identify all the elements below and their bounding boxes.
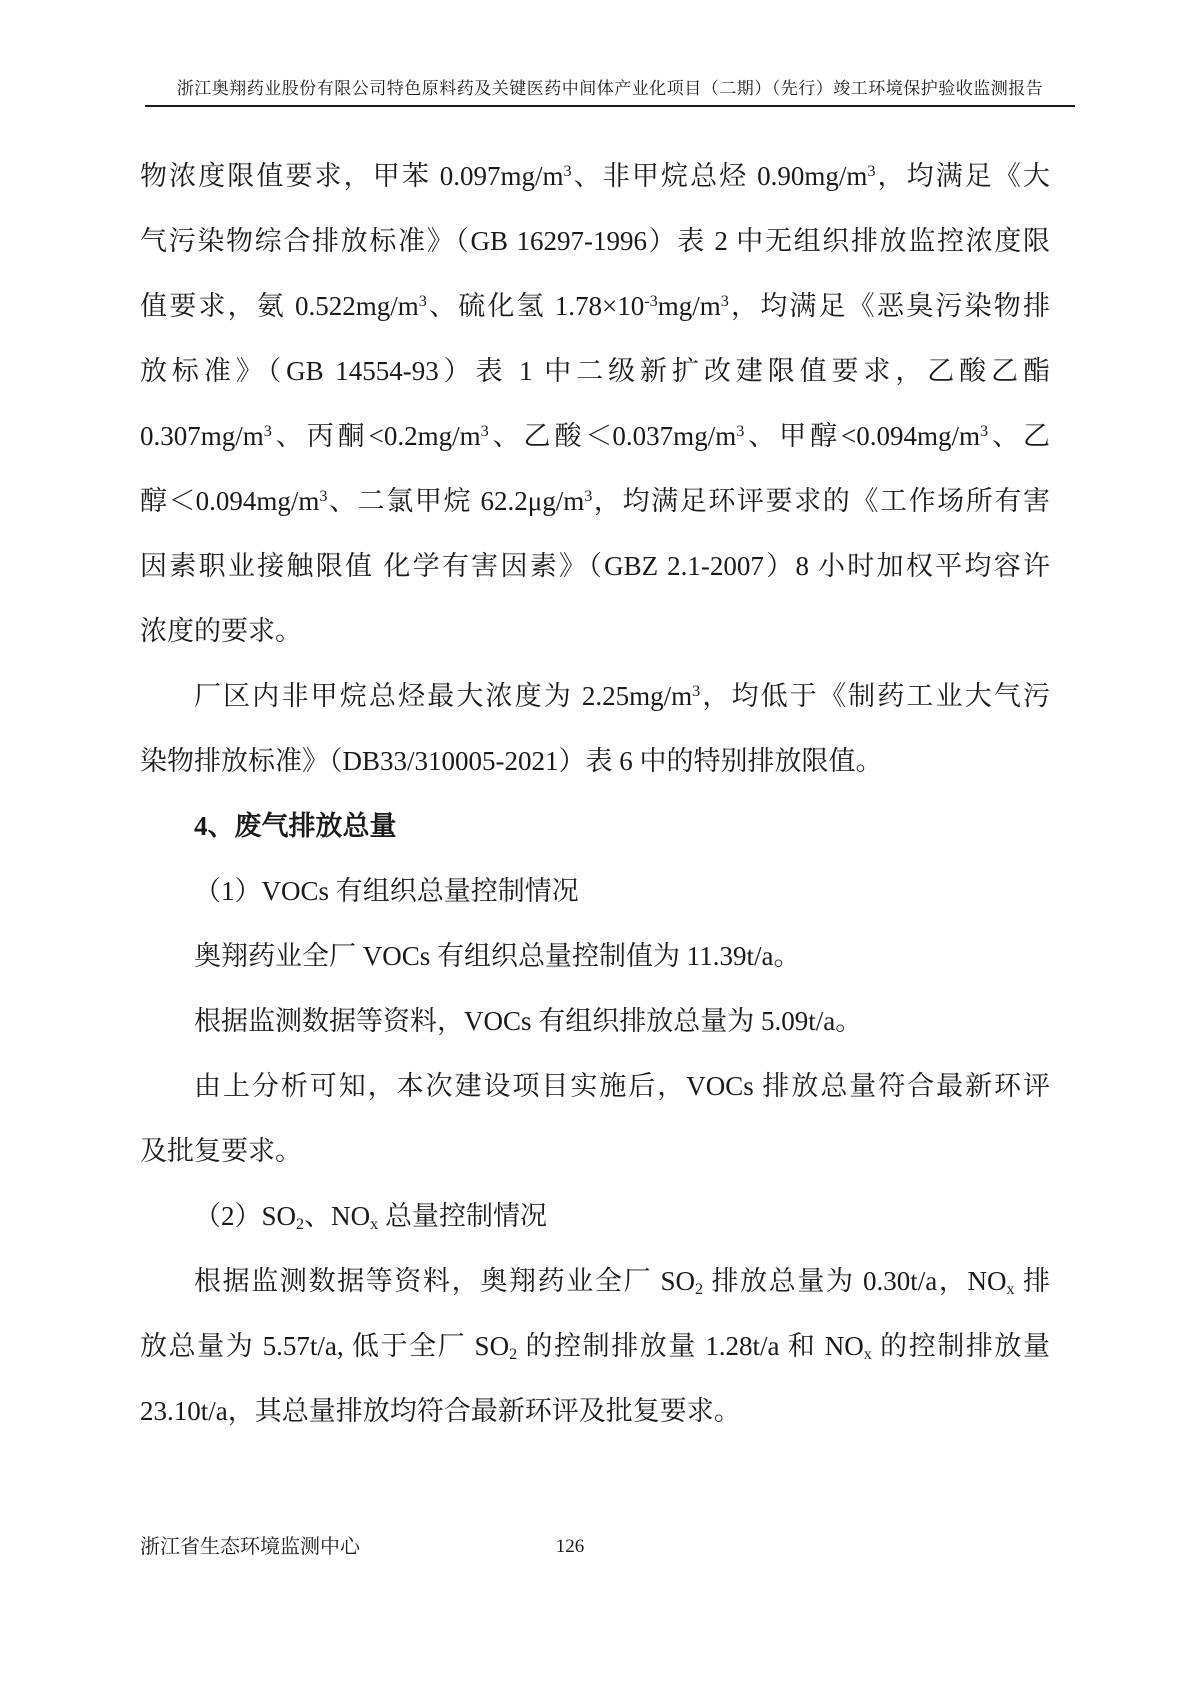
superscript: 3 <box>584 487 593 506</box>
subscript: 2 <box>296 1214 305 1233</box>
subscript: 2 <box>509 1344 518 1363</box>
text-line: 由上分析可知，本次建设项目实施后，VOCs 排放总量符合最新环评 <box>194 1071 1050 1101</box>
text-line: 根据监测数据等资料，奥翔药业全厂 $SO_2$ 排放总量为 0.30t/a，$NO_x$ 排 <box>194 1266 1051 1298</box>
text-line: 因素职业接触限值 化学有害因素》（GBZ 2.1-2007）8 小时加权平均容许 <box>140 551 1050 581</box>
page-footer <box>140 1532 1050 1562</box>
header-title: 浙江奥翔药业股份有限公司特色原料药及关键医药中间体产业化项目（二期）（先行）竣工环境保护验收监测报告 <box>176 79 1044 98</box>
superscript: 3 <box>867 162 876 181</box>
subscript: x <box>863 1344 872 1363</box>
text-line: 23.10t/a，其总量排放均符合最新环评及批复要求。 <box>140 1396 741 1426</box>
superscript: 3 <box>563 162 572 181</box>
text-line: 根据监测数据等资料，VOCs 有组织排放总量为 5.09t/a。 <box>194 1006 863 1036</box>
text-line: （1）VOCs 有组织总量控制情况 <box>194 876 579 906</box>
subscript: x <box>1006 1279 1015 1298</box>
text-line: 厂区内非甲烷总烃最大浓度为 $2.25mg/m^3$，均低于《制药工业大气污 <box>194 681 1050 711</box>
page-header <box>145 78 1075 107</box>
footer-organization: 浙江省生态环境监测中心 <box>140 1536 360 1558</box>
superscript: 3 <box>736 422 745 441</box>
text-line: 物浓度限值要求，甲苯 $0.097mg/m^3$、非甲烷总烃 $0.90mg/m^3$，均满足《大 <box>140 161 1050 191</box>
footer-page-number: 126 <box>555 1536 585 1557</box>
text-line: 染物排放标准》（DB33/310005-2021）表 6 中的特别排放限值。 <box>140 746 883 776</box>
superscript: 3 <box>319 487 328 506</box>
superscript: 3 <box>980 422 989 441</box>
text-line: 放总量为 5.57t/a, 低于全厂 $SO_2$ 的控制排放量 1.28t/a 和 $NO_x$ 的控制排放量 <box>140 1331 1050 1363</box>
text-line: 放标准》（GB 14554-93）表 1 中二级新扩改建限值要求，乙酸乙酯 <box>140 356 1050 386</box>
subscript: 2 <box>695 1279 704 1298</box>
superscript: 3 <box>263 422 272 441</box>
text-line: 气污染物综合排放标准》（GB 16297-1996）表 2 中无组织排放监控浓度限 <box>140 226 1050 256</box>
text-line: $(2)SO_2$、$NO_x$ 总量控制情况 <box>194 1201 547 1233</box>
superscript: 3 <box>692 682 701 701</box>
superscript: 3 <box>720 292 729 311</box>
superscript: -3 <box>644 292 658 311</box>
section-heading: 4、废气排放总量 <box>194 811 397 841</box>
text-line: 醇$<0.094mg/m^3$、二氯甲烷 $62.2\mu g/m^3$，均满足环评要求的《工作场所有害 <box>140 486 1051 516</box>
document-body <box>140 144 1050 1444</box>
text-line: 浓度的要求。 <box>140 616 302 646</box>
text-line: 及批复要求。 <box>140 1136 302 1166</box>
text-line: 奥翔药业全厂 VOCs 有组织总量控制值为 11.39t/a。 <box>194 941 801 971</box>
text-line: 值要求，氨 $0.522mg/m^3$、硫化氢 $1.78\times 10^{-3}mg/m^3$，均满足《恶臭污染物排 <box>140 291 1050 321</box>
text-line: $0.307mg/m^3$、丙酮$<0.2mg/m^3$、乙酸$<0.037mg/m^3$、甲醇$<0.094mg/m^3$、乙 <box>140 421 1050 451</box>
subscript: x <box>370 1214 379 1233</box>
superscript: 3 <box>418 292 427 311</box>
superscript: 3 <box>480 422 489 441</box>
